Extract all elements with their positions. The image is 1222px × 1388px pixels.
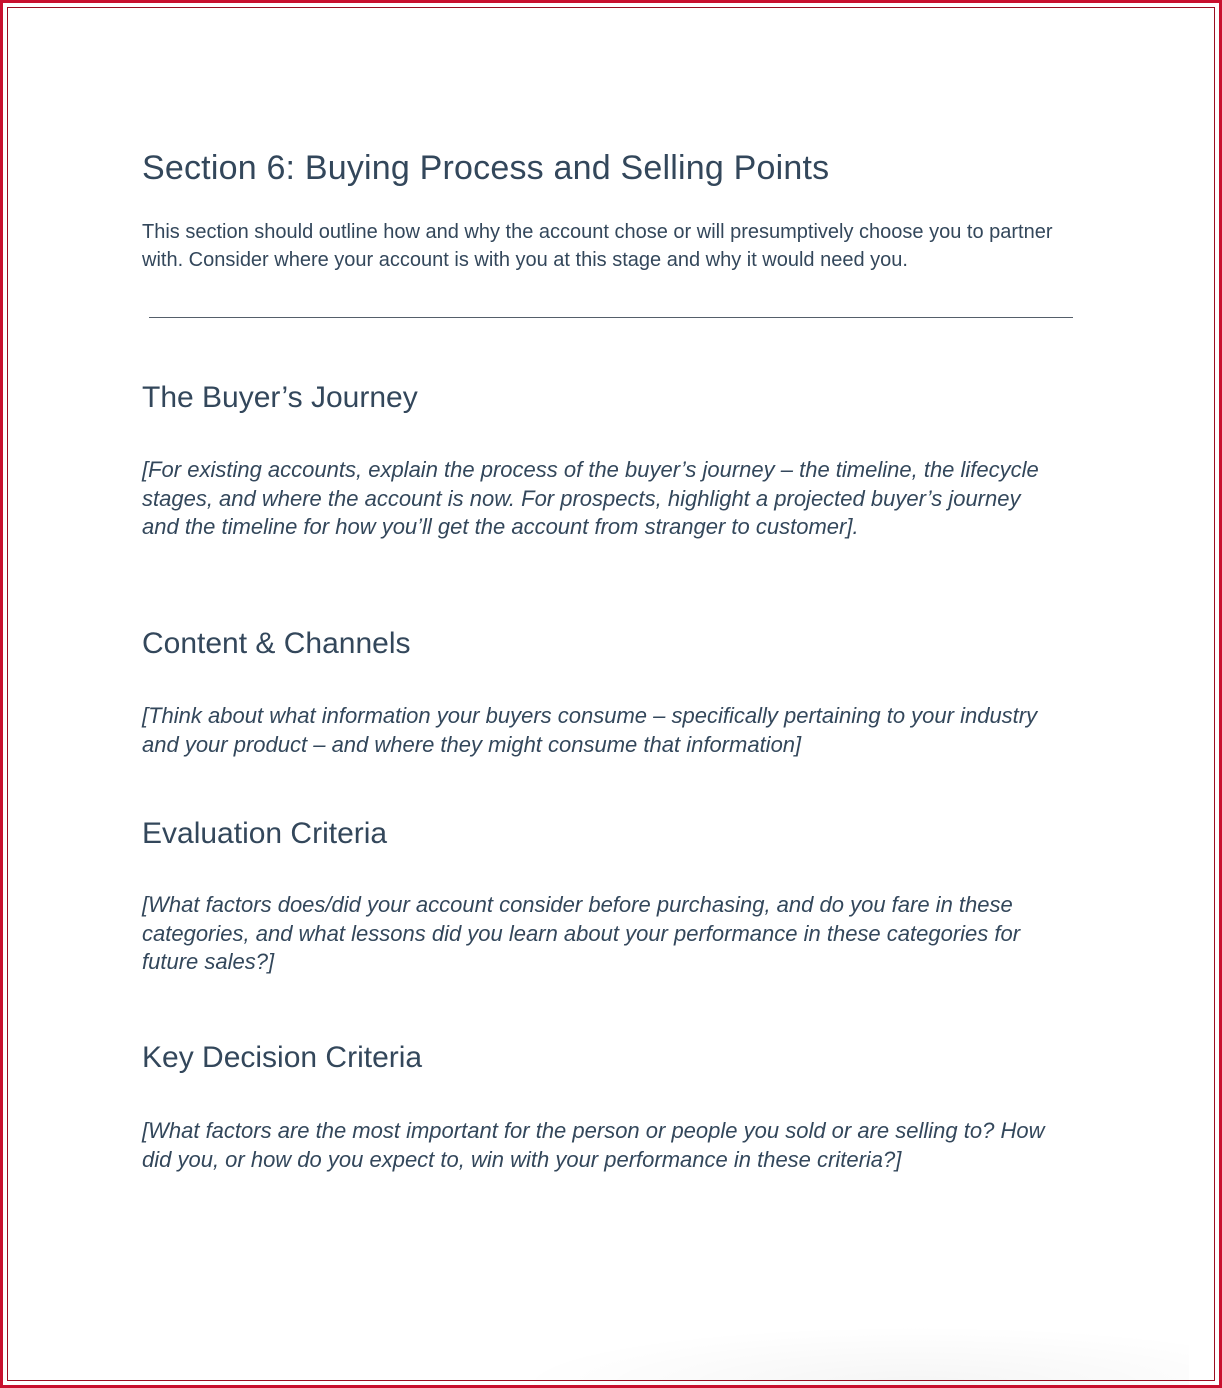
page-curl-shadow xyxy=(509,1325,1189,1385)
section-divider xyxy=(149,317,1073,318)
subsection-heading-content-channels: Content & Channels xyxy=(142,627,411,660)
frame-inner-border xyxy=(7,7,1215,1381)
section-title: Section 6: Buying Process and Selling Points xyxy=(142,149,830,187)
subsection-heading-evaluation-criteria: Evaluation Criteria xyxy=(142,817,388,850)
subsection-placeholder-key-decision-criteria: [What factors are the most important for the person or people you sold or are selling to? How did you, or how do you expect to, win with your performance in these criteria?] xyxy=(142,1118,1045,1172)
subsection-placeholder-buyers-journey: [For existing accounts, explain the process of the buyer’s journey – the timeline, the lifecycle stages, and where the account is now. For prospects, highlight a projected buyer’s journey and the timeline for how you’ll get the account from stranger to customer]. xyxy=(142,457,1039,539)
section-intro: This section should outline how and why the account chose or will presumptively choose you to partner with. Consider where your account is with you at this stage and why it would need you. xyxy=(142,221,1053,271)
subsection-placeholder-evaluation-criteria: [What factors does/did your account consider before purchasing, and do you fare in these categories, and what lessons did you learn about your performance in these categories for future sales?] xyxy=(142,892,1021,974)
subsection-heading-key-decision-criteria: Key Decision Criteria xyxy=(142,1041,423,1074)
subsection-heading-buyers-journey: The Buyer’s Journey xyxy=(142,381,418,414)
subsection-placeholder-content-channels: [Think about what information your buyers consume – specifically pertaining to your industry and your product – and where they might consume that information] xyxy=(142,703,1038,757)
